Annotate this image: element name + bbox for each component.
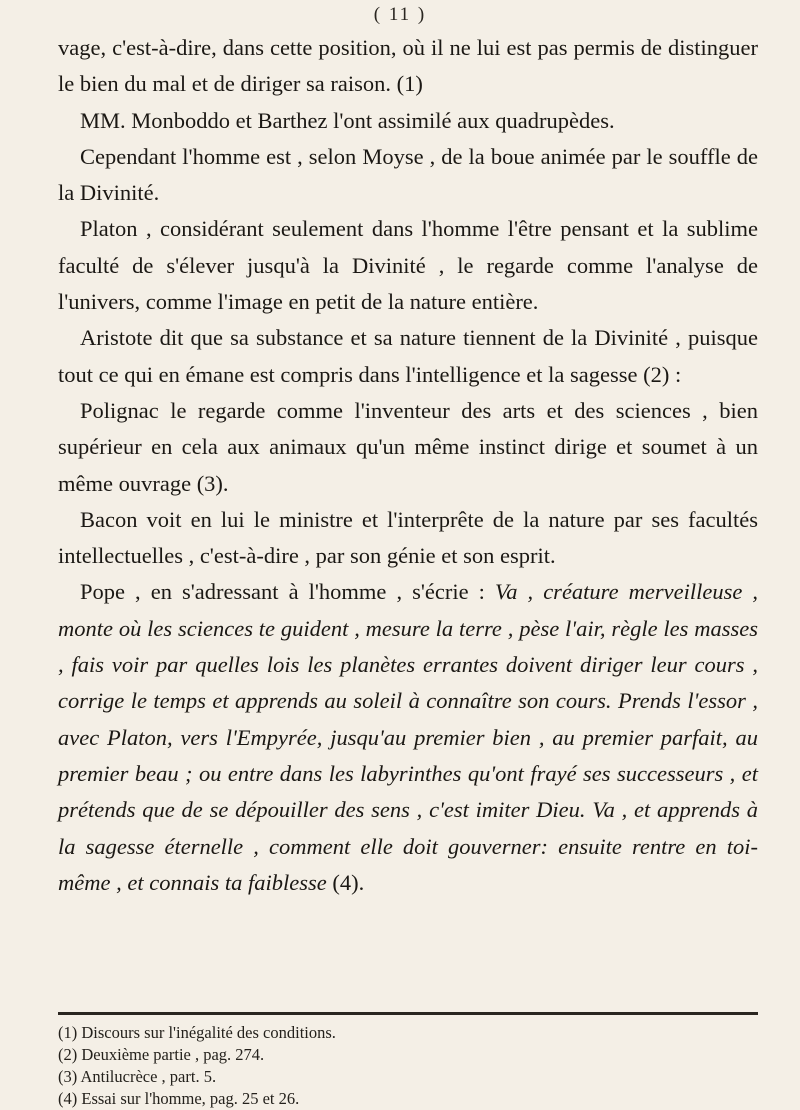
paragraph: Platon , considérant seulement dans l'homme l'être pensant et la sublime faculté de s'élever jusqu'à la Divinité , le regarde comme l'analyse de l'univers, comme l'image en petit de la nature entière. [58,216,758,315]
quote-italic: Va , créature merveilleuse , monte où les sciences te guident , mesure la terre , pèse l'air, règle les masses , fais voir par quelles lois les planètes errantes doivent diriger leur cours , corrige le temps et apprends au soleil à connaître son cours. Prends l'essor , avec Platon, vers l'Empyrée, jusqu'au premier bien , au premier parfait, au premier beau ; ou entre dans les labyrinthes qu'ont frayé ses successeurs , et prétends que de se dépouiller des sens , c'est imiter Dieu. Va , et apprends à la sagesse éternelle , comment elle doit gouverner: ensuite rentre en toi-même , et connais ta faiblesse [58,579,759,895]
paragraph: MM. Monboddo et Barthez l'ont assimilé aux quadrupèdes. [80,107,615,133]
paragraph: Polignac le regarde comme l'inventeur des arts et des sciences , bien supérieur en cela aux animaux qu'un même instinct dirige et soumet à un même ouvrage (3). [58,397,758,496]
footnote: (3) Antilucrèce , part. 5. [58,1067,217,1086]
paragraph: vage, c'est-à-dire, dans cette position, où il ne lui est pas permis de distinguer le bien du mal et de diriger sa raison. (1) [58,35,758,97]
pope-quote-paragraph [58,574,758,901]
body-text [58,30,758,901]
footnote: (2) Deuxième partie , pag. 274. [58,1045,265,1064]
quote-lead: Pope , en s'adressant à l'homme , s'écrie : [80,579,495,605]
paragraph: Aristote dit que sa substance et sa nature tiennent de la Divinité , puisque tout ce qui en émane est compris dans l'intelligence et la sagesse (2) : [58,325,758,387]
paragraph: Cependant l'homme est , selon Moyse , de la boue animée par le souffle de la Divinité. [58,143,758,206]
footnote: (4) Essai sur l'homme, pag. 25 et 26. [58,1089,300,1108]
footnote-divider [58,1012,758,1015]
footnote: (1) Discours sur l'inégalité des conditions. [58,1023,336,1042]
page-number: ( 11 ) [373,4,427,25]
quote-tail: (4). [326,869,365,895]
paragraph: Bacon voit en lui le ministre et l'interprête de la nature par ses facultés intellectuelles , c'est-à-dire , par son génie et son esprit. [58,506,758,569]
